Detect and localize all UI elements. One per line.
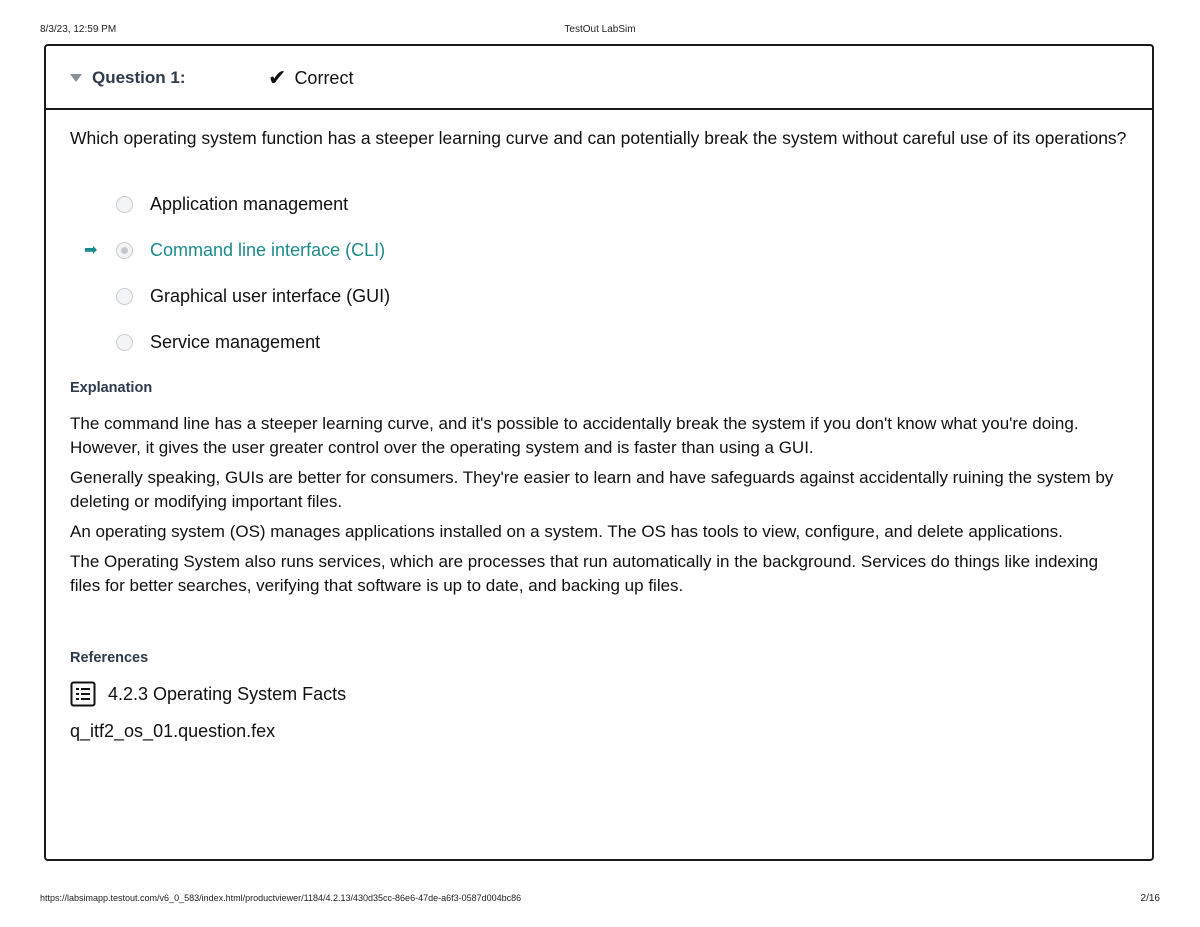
answer-list — [70, 181, 1128, 365]
answer-option[interactable] — [70, 273, 1128, 319]
question-filename: q_itf2_os_01.question.fex — [70, 721, 276, 741]
status-text: Correct — [294, 67, 354, 88]
caret-down-icon[interactable] — [70, 74, 82, 82]
question-text: Which operating system function has a steeper learning curve and can potentially break the system without careful use of its operations? — [70, 128, 1127, 148]
reference-link[interactable] — [70, 681, 1128, 707]
radio-button[interactable] — [116, 288, 133, 305]
print-date: 8/3/23, 12:59 PM — [40, 24, 117, 35]
question-toggle[interactable] — [70, 68, 186, 88]
reference-label: 4.2.3 Operating System Facts — [108, 683, 347, 704]
question-label: Question 1: — [92, 68, 186, 87]
radio-button[interactable] — [116, 242, 133, 259]
references-heading: References — [70, 650, 149, 666]
answer-option[interactable] — [70, 227, 1128, 273]
explanation-paragraph: An operating system (OS) manages applications installed on a system. The OS has tools to view, configure, and delete applications. — [70, 522, 1063, 541]
print-url: https://labsimapp.testout.com/v6_0_583/index.html/productviewer/1184/4.2.13/430d35cc-86e6-47de-a6f3-0587d004bc86 — [40, 893, 522, 903]
checkmark-icon: ✔ — [268, 65, 287, 90]
question-header — [46, 46, 1152, 110]
print-title: TestOut LabSim — [564, 24, 636, 35]
radio-button[interactable] — [116, 334, 133, 351]
question-card — [44, 44, 1154, 861]
radio-button[interactable] — [116, 196, 133, 213]
answer-option[interactable] — [70, 319, 1128, 365]
explanation-paragraph: The Operating System also runs services, which are processes that run automatically in the background. Services do things like indexing files for better searches, verifying that software is up to date, and backing up files. — [70, 552, 1099, 595]
explanation-heading: Explanation — [70, 380, 153, 396]
answer-label: Command line interface (CLI) — [150, 239, 386, 260]
answer-label: Graphical user interface (GUI) — [150, 285, 391, 306]
answer-label: Service management — [150, 331, 321, 352]
explanation-paragraph: The command line has a steeper learning curve, and it's possible to accidentally break the system if you don't know what you're doing. However, it gives the user greater control over the operating system and is faster than using a GUI. — [70, 414, 1079, 457]
explanation-text — [70, 412, 1128, 598]
status-indicator — [268, 67, 353, 89]
explanation-paragraph: Generally speaking, GUIs are better for consumers. They're easier to learn and have safeguards against accidentally ruining the system by deleting or modifying important files. — [70, 468, 1114, 511]
answer-option[interactable] — [70, 181, 1128, 227]
arrow-right-icon: ➡ — [84, 242, 98, 259]
question-body — [46, 125, 1152, 742]
print-header — [40, 24, 1160, 38]
list-icon — [70, 681, 96, 707]
answer-label: Application management — [150, 193, 349, 214]
print-footer — [40, 893, 1160, 907]
page-number: 2/16 — [1140, 893, 1160, 904]
